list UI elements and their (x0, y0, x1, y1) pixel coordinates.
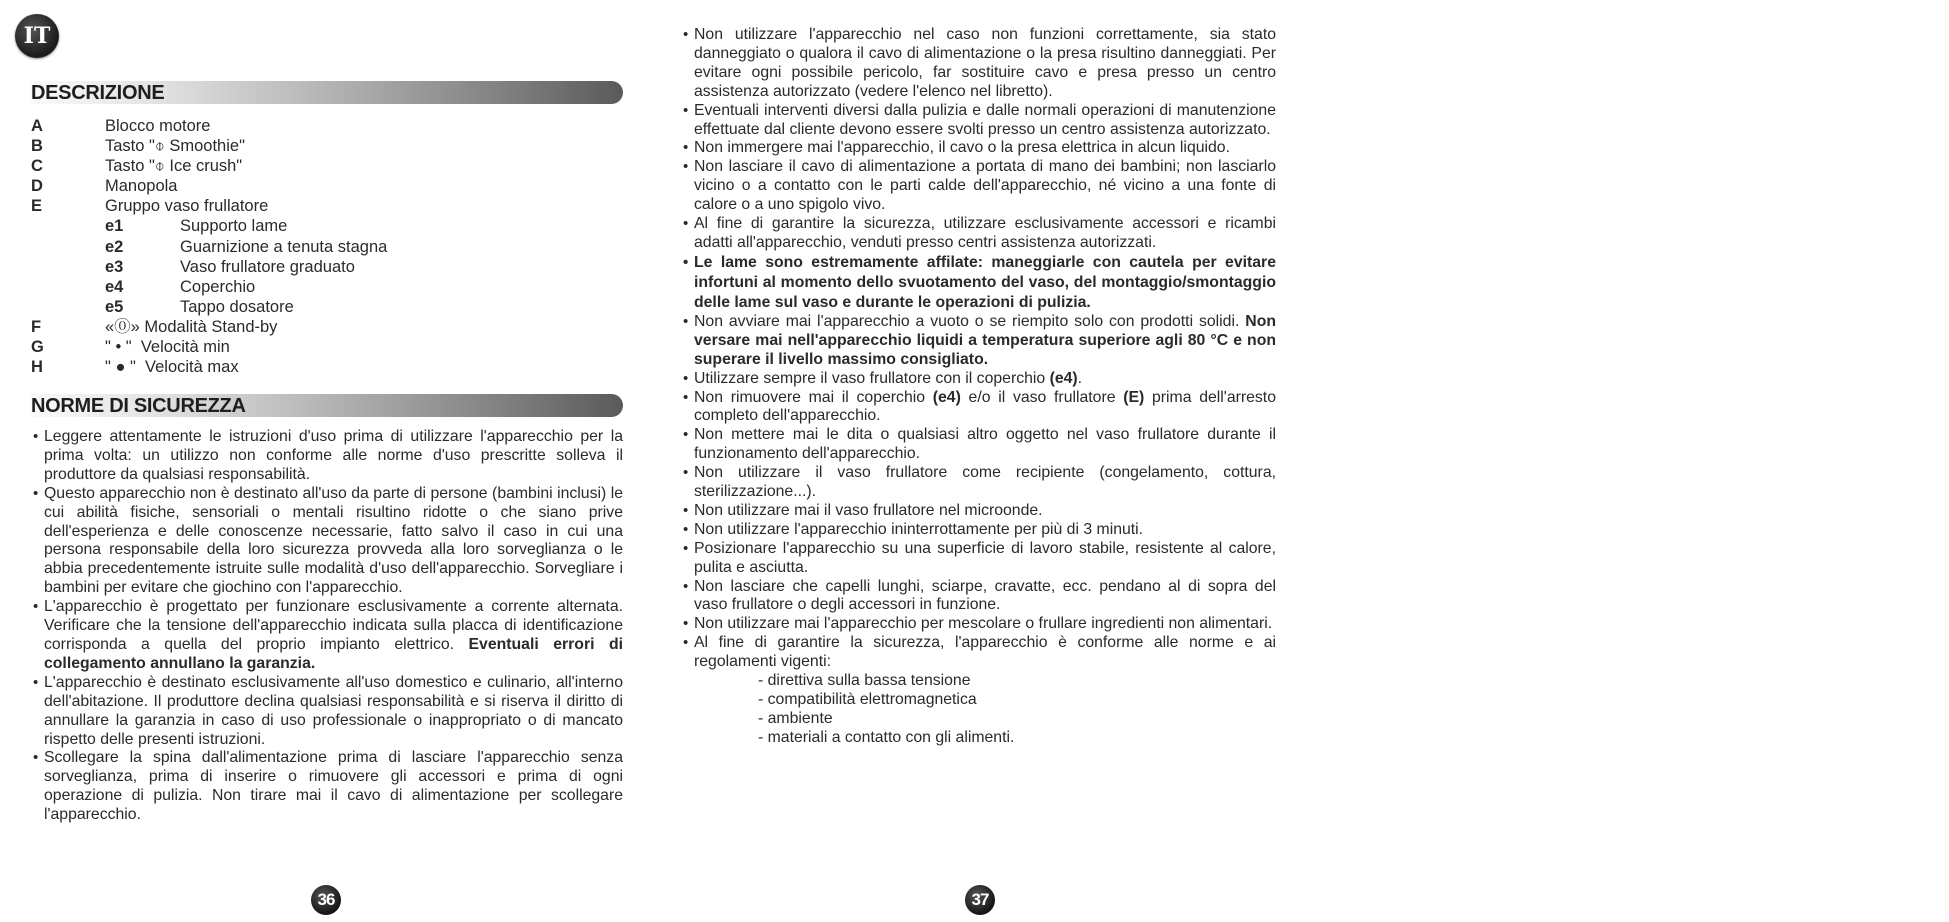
sub-part-item (31, 216, 387, 236)
bullet-text: Leggere attentamente le istruzioni d'uso prima di utilizzare l'apparecchio per la prima volta: un utilizzo non conforme alle norme d'uso prescritte solleva il produttore da qualsiasi responsabilità. (44, 428, 623, 483)
bullet-text: Scollegare la spina dall'alimentazione prima di lasciare l'apparecchio senza sorveglianza, prima di inserire o rimuovere gli accessori e prima di ogni operazione di pulizia. Non tirare mai il cavo di alimentazione per scollegare l'apparecchio. (44, 749, 623, 824)
bullet-text: Non utilizzare l'apparecchio nel caso non funzioni correttamente, sia stato danneggiato o qualora il cavo di alimentazione o la presa risultino danneggiati. Per evitare ogni possibile pericolo, far sostituire cavo e presa presso un centro assistenza autorizzato (vedere l'elenco nel libretto). (694, 26, 1276, 100)
sub-part-key: e3 (105, 257, 124, 276)
safety-bullet (683, 521, 1276, 540)
part-label: Manopola (105, 177, 178, 196)
bullet-text: Non immergere mai l'apparecchio, il cavo o la presa elettrica in alcun liquido. (694, 139, 1230, 157)
safety-list-right (683, 26, 1276, 748)
part-label: Gruppo vaso frullatore (105, 197, 269, 216)
part-key: A (31, 117, 43, 135)
part-key: G (31, 338, 44, 357)
sub-part-key: e4 (105, 277, 124, 296)
bullet-text: Non lasciare il cavo di alimentazione a portata di mano dei bambini; non lasciarlo vicino o a contatto con le parti calde dell'apparecchio, né vicino a una fonte di calore o a uno spigolo vivo. (694, 158, 1276, 214)
sub-part-label: Tappo dosatore (180, 297, 294, 316)
safety-bullet (683, 426, 1276, 464)
safety-bullet (683, 370, 1276, 389)
safety-bullet (33, 428, 623, 485)
sub-part-label: Supporto lame (180, 217, 288, 236)
safety-bullet (683, 389, 1276, 427)
part-item (31, 317, 387, 337)
safety-bullet (33, 749, 623, 825)
safety-bullet (683, 253, 1276, 313)
part-item (31, 136, 387, 156)
bullet-text: Questo apparecchio non è destinato all'uso da parte di persone (bambini inclusi) le cui abilità fisiche, sensoriali o mentali risultino ridotte o che siano prive dell'esperienza e delle conoscenze necessarie, fatto salvo il caso in cui una persona responsabile della loro sicurezza provveda alla loro sorveglianza o le abbia precedentemente istruite sulle modalità d'uso dell'apparecchio. Sorvegliare i bambini per evitare che giochino con l'apparecchio. (44, 484, 623, 597)
bullet-text: prima dell'arresto completo dell'apparecchio. (694, 388, 1276, 425)
safety-bullet (683, 502, 1276, 521)
safety-bullet (683, 540, 1276, 578)
part-key: H (31, 358, 43, 377)
section-title: DESCRIZIONE (31, 82, 165, 104)
part-key: D (31, 177, 43, 196)
sub-part-key: e2 (105, 237, 124, 256)
sub-part-item (31, 237, 387, 257)
bold-text: (e4) (932, 388, 961, 406)
safety-bullet (683, 615, 1276, 634)
bullet-text: Non lasciare che capelli lunghi, sciarpe, cravatte, ecc. pendano al di sopra del vaso frullatore o degli accessori in funzione. (694, 577, 1276, 614)
bold-text: Le lame sono estremamente affilate: maneggiarle con cautela per evitare infortuni al momento dello svuotamento del vaso, del montaggio/smontaggio delle lame sul vaso e durante le operazioni di pulizia. (694, 253, 1276, 311)
part-item (31, 196, 387, 216)
safety-list-left (33, 428, 623, 825)
section-header-descrizione (31, 81, 623, 104)
page-number-left: 36 (311, 885, 341, 915)
sub-part-label: Vaso frullatore graduato (180, 257, 355, 276)
bullet-text: L'apparecchio è progettato per funzionare esclusivamente a corrente alternata. Verificare che la tensione dell'apparecchio indicata sulla placca di identificazione corrisponda a quella del proprio impianto elettrico. (44, 598, 623, 653)
part-item (31, 357, 387, 377)
bullet-text: Non mettere mai le dita o qualsiasi altro oggetto nel vaso frullatore durante il funzionamento dell'apparecchio. (694, 426, 1276, 463)
part-label: Blocco motore (105, 117, 211, 135)
regulation-item: - direttiva sulla bassa tensione (758, 672, 971, 690)
safety-bullet (683, 139, 1276, 158)
parts-list (31, 116, 387, 377)
sub-part-label: Guarnizione a tenuta stagna (180, 237, 388, 256)
sub-part-item (31, 297, 387, 317)
part-label: " ● " Velocità max (105, 358, 239, 377)
safety-bullet (683, 313, 1276, 370)
section-header-norme-di-sicurezza (31, 394, 623, 417)
bullet-text: Non rimuovere mai il coperchio (694, 388, 933, 406)
part-key: C (31, 157, 43, 176)
bullet-text: Non avviare mai l'apparecchio a vuoto o se riempito solo con prodotti solidi. (694, 312, 1246, 330)
part-item (31, 116, 387, 136)
part-label: Tasto "⌽ Ice crush" (105, 157, 243, 176)
part-item (31, 337, 387, 357)
part-label: Tasto "⌽ Smoothie" (105, 137, 245, 156)
part-key: E (31, 197, 43, 216)
language-badge: IT (15, 14, 59, 58)
bold-text: (e4) (1049, 369, 1078, 387)
regulations-list (683, 672, 1276, 748)
part-item (31, 156, 387, 176)
part-item (31, 176, 387, 196)
safety-bullet (683, 578, 1276, 616)
safety-bullet (33, 674, 623, 750)
regulation-item: - materiali a contatto con gli alimenti. (758, 728, 1015, 746)
sub-part-key: e5 (105, 297, 124, 316)
sub-part-item (31, 257, 387, 277)
part-label: " • " Velocità min (105, 338, 230, 357)
bullet-text: Posizionare l'apparecchio su una superficie di lavoro stabile, resistente al calore, pulita e asciutta. (694, 539, 1276, 576)
sub-part-item (31, 277, 387, 297)
safety-bullet (683, 634, 1276, 672)
sub-part-key: e1 (105, 217, 124, 236)
bullet-text: Al fine di garantire la sicurezza, l'apparecchio è conforme alle norme e ai regolamenti vigenti: (694, 634, 1276, 671)
safety-bullet (683, 26, 1276, 102)
regulation-item: - ambiente (758, 709, 833, 727)
bullet-text: Non utilizzare mai il vaso frullatore nel microonde. (694, 501, 1043, 519)
bullet-text: Utilizzare sempre il vaso frullatore con il coperchio (694, 369, 1050, 387)
bullet-text: Non utilizzare l'apparecchio ininterrottamente per più di 3 minuti. (694, 520, 1144, 538)
bold-text: (E) (1123, 388, 1145, 406)
part-label: «⓪» Modalità Stand-by (105, 317, 278, 336)
bold-text: Non versare mai nell'apparecchio liquidi a temperatura superiore agli 80 °C e non superare il livello massimo consigliato. (694, 312, 1276, 368)
bold-text: Eventuali errori di collegamento annullano la garanzia. (44, 635, 624, 672)
safety-bullet (683, 158, 1276, 215)
page-number-right: 37 (965, 885, 995, 915)
safety-bullet (683, 464, 1276, 502)
safety-bullet (683, 215, 1276, 253)
safety-bullet (683, 102, 1276, 140)
bullet-text: . (1077, 369, 1083, 387)
regulation-item: - compatibilità elettromagnetica (758, 691, 977, 708)
part-key: F (31, 317, 42, 336)
section-title: NORME DI SICUREZZA (31, 395, 246, 417)
bullet-text: L'apparecchio è destinato esclusivamente all'uso domestico e culinario, all'interno dell'abitazione. Il produttore declina qualsiasi responsabilità e si riserva il diritto di annullare la garanzia in caso di uso professionale o inappropriato o di mancato rispetto delle presenti istruzioni. (44, 673, 623, 748)
bullet-text: Eventuali interventi diversi dalla pulizia e dalle normali operazioni di manutenzione effettuate dal cliente devono essere svolti presso un centro assistenza autorizzato. (694, 101, 1276, 138)
part-key: B (31, 137, 43, 156)
bullet-text: e/o il vaso frullatore (960, 388, 1124, 406)
sub-part-label: Coperchio (180, 277, 256, 296)
bullet-text: Non utilizzare mai l'apparecchio per mescolare o frullare ingredienti non alimentari. (694, 615, 1273, 633)
safety-bullet (33, 598, 623, 674)
safety-bullet (33, 485, 623, 598)
bullet-text: Al fine di garantire la sicurezza, utilizzare esclusivamente accessori e ricambi adatti all'apparecchio, venduti presso centri assistenza autorizzati. (694, 215, 1276, 251)
bullet-text: Non utilizzare il vaso frullatore come recipiente (congelamento, cottura, sterilizzazione...). (694, 464, 1276, 501)
